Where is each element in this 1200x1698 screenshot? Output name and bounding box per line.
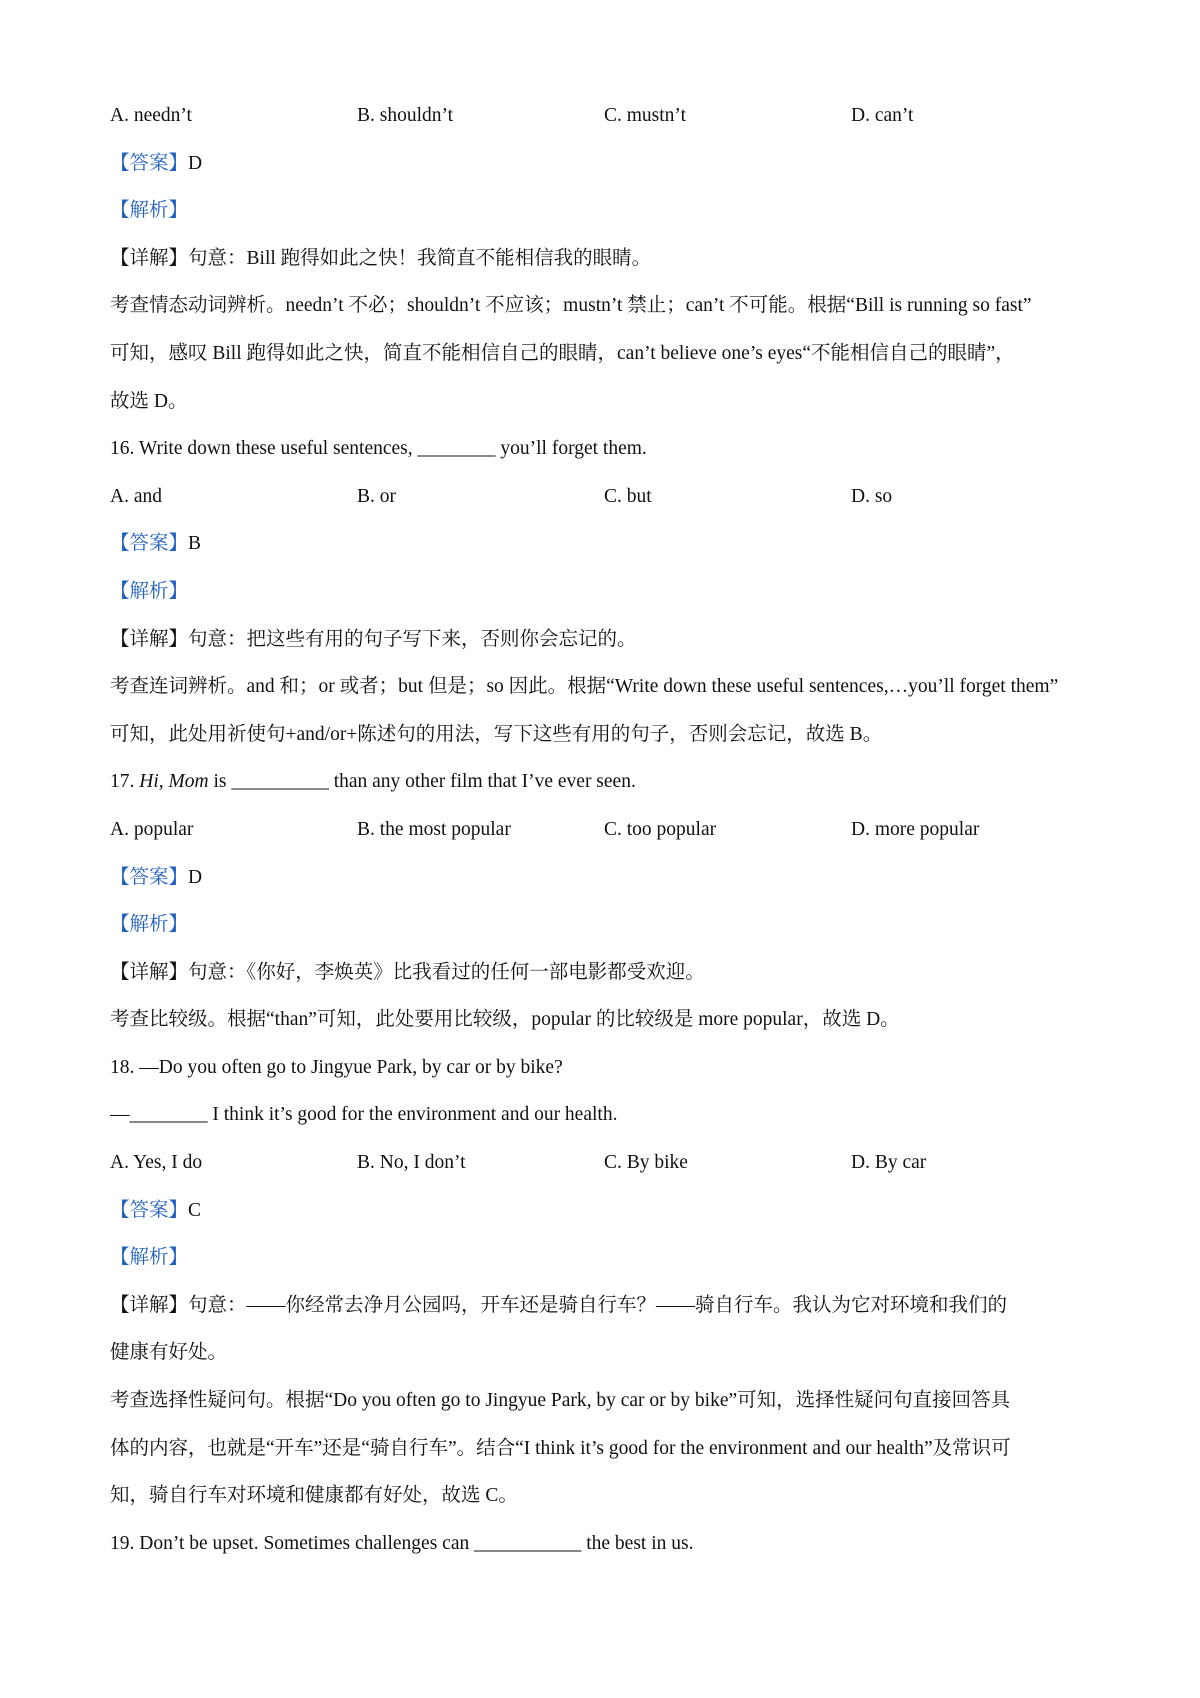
- q15-option-b: B. shouldn’t: [357, 105, 454, 126]
- q17-options: [110, 806, 1100, 854]
- q17-analysis-line: [110, 901, 1100, 949]
- q17-explanation-line-1: 考查比较级。根据“than”可知，此处要用比较级，popular 的比较级是 more popular，故选 D。: [110, 1009, 900, 1031]
- q18-explanation-line-2: 体的内容，也就是“开车”还是“骑自行车”。结合“I think it’s good for the environment and our health”及常识可: [110, 1437, 1011, 1459]
- q17-answer: D: [188, 866, 203, 888]
- q18-answer: C: [188, 1199, 202, 1221]
- detail-tag: 【详解】: [110, 961, 189, 983]
- detail-tag: 【详解】: [110, 247, 189, 269]
- detail-tag: 【详解】: [110, 1294, 189, 1316]
- q17-number: 17.: [110, 771, 140, 793]
- analysis-tag: 【解析】: [110, 200, 189, 222]
- q18-answer-line: [110, 1187, 1100, 1235]
- q15-detail-line: [110, 235, 1100, 283]
- q15-option-a: A. needn’t: [110, 105, 192, 126]
- q16-option-a: A. and: [110, 485, 162, 507]
- q18-explanation-line-3: 知，骑自行车对环境和健康都有好处，故选 C。: [110, 1485, 518, 1507]
- q18-option-b: B. No, I don’t: [357, 1152, 466, 1174]
- analysis-tag: 【解析】: [110, 580, 189, 602]
- q16-answer-line: [110, 520, 1100, 568]
- answer-tag: 【答案】: [110, 1199, 189, 1221]
- q19-question: 19. Don’t be upset. Sometimes challenges can ___________ the best in us.: [110, 1532, 694, 1554]
- q17-question: [110, 758, 1100, 806]
- exam-content: [110, 92, 1100, 1567]
- q16-explanation-line-2: 可知，此处用祈使句+and/or+陈述句的用法，写下这些有用的句子，否则会忘记，故选 B。: [110, 723, 883, 745]
- q18-response: —________ I think it’s good for the environment and our health.: [110, 1104, 618, 1126]
- q17-option-b: B. the most popular: [357, 818, 511, 840]
- q15-option-d: D. can’t: [851, 105, 914, 126]
- q18-detail: 句意：——你经常去净月公园吗，开车还是骑自行车？——骑自行车。我认为它对环境和我们的: [188, 1294, 1008, 1316]
- q18-option-d: D. By car: [851, 1152, 927, 1174]
- q17-detail-line: [110, 949, 1100, 997]
- q16-option-c: C. but: [604, 485, 652, 507]
- q18-option-a: A. Yes, I do: [110, 1152, 203, 1174]
- answer-tag: 【答案】: [110, 152, 189, 174]
- analysis-tag: 【解析】: [110, 914, 189, 936]
- q16-question: 16. Write down these useful sentences, ________ you’ll forget them.: [110, 438, 647, 460]
- q17-film-title: Hi, Mom: [139, 771, 209, 793]
- q17-detail: 句意：《你好，李焕英》比我看过的任何一部电影都受欢迎。: [188, 961, 705, 983]
- analysis-tag: 【解析】: [110, 1247, 189, 1269]
- q16-options: [110, 473, 1100, 521]
- q15-answer: D: [188, 152, 203, 174]
- q15-explanation-line-1: 考查情态动词辨析。needn’t 不必；shouldn’t 不应该；mustn’t 禁止；can’t 不可能。根据“Bill is running so fast”: [110, 295, 1032, 317]
- q18-explanation-line-1: 考查选择性疑问句。根据“Do you often go to Jingyue Park, by car or by bike”可知，选择性疑问句直接回答具: [110, 1390, 1011, 1412]
- q15-analysis-line: [110, 187, 1100, 235]
- q16-detail: 句意：把这些有用的句子写下来，否则你会忘记的。: [188, 628, 637, 650]
- q15-explanation-line-3: 故选 D。: [110, 390, 188, 412]
- q15-options: [110, 92, 1100, 140]
- q18-detail-line-2: 健康有好处。: [110, 1342, 228, 1364]
- q18-option-c: C. By bike: [604, 1152, 688, 1174]
- q17-answer-line: [110, 854, 1100, 902]
- q15-answer-line: [110, 140, 1100, 188]
- q18-analysis-line: [110, 1234, 1100, 1282]
- q17-question-rest: is __________ than any other film that I’ve ever seen.: [208, 771, 636, 793]
- q17-option-c: C. too popular: [604, 818, 717, 840]
- q16-analysis-line: [110, 568, 1100, 616]
- answer-tag: 【答案】: [110, 866, 189, 888]
- q16-option-d: D. so: [851, 485, 893, 507]
- q16-option-b: B. or: [357, 485, 396, 507]
- q17-option-d: D. more popular: [851, 818, 980, 840]
- q15-explanation-line-2: 可知，感叹 Bill 跑得如此之快，简直不能相信自己的眼睛，can’t believe one’s eyes“不能相信自己的眼睛”，: [110, 342, 1015, 364]
- q18-question: 18. —Do you often go to Jingyue Park, by car or by bike?: [110, 1056, 563, 1078]
- q17-option-a: A. popular: [110, 818, 194, 840]
- q15-detail: 句意：Bill 跑得如此之快！我简直不能相信我的眼睛。: [188, 247, 652, 269]
- q16-explanation-line-1: 考查连词辨析。and 和；or 或者；but 但是；so 因此。根据“Write down these useful sentences,…you’ll forget them”: [110, 676, 1059, 698]
- q16-answer: B: [188, 533, 202, 555]
- q16-detail-line: [110, 616, 1100, 664]
- q18-options: [110, 1139, 1100, 1187]
- q15-option-c: C. mustn’t: [604, 105, 686, 126]
- q18-detail-line-1: [110, 1282, 1100, 1330]
- answer-tag: 【答案】: [110, 533, 189, 555]
- detail-tag: 【详解】: [110, 628, 189, 650]
